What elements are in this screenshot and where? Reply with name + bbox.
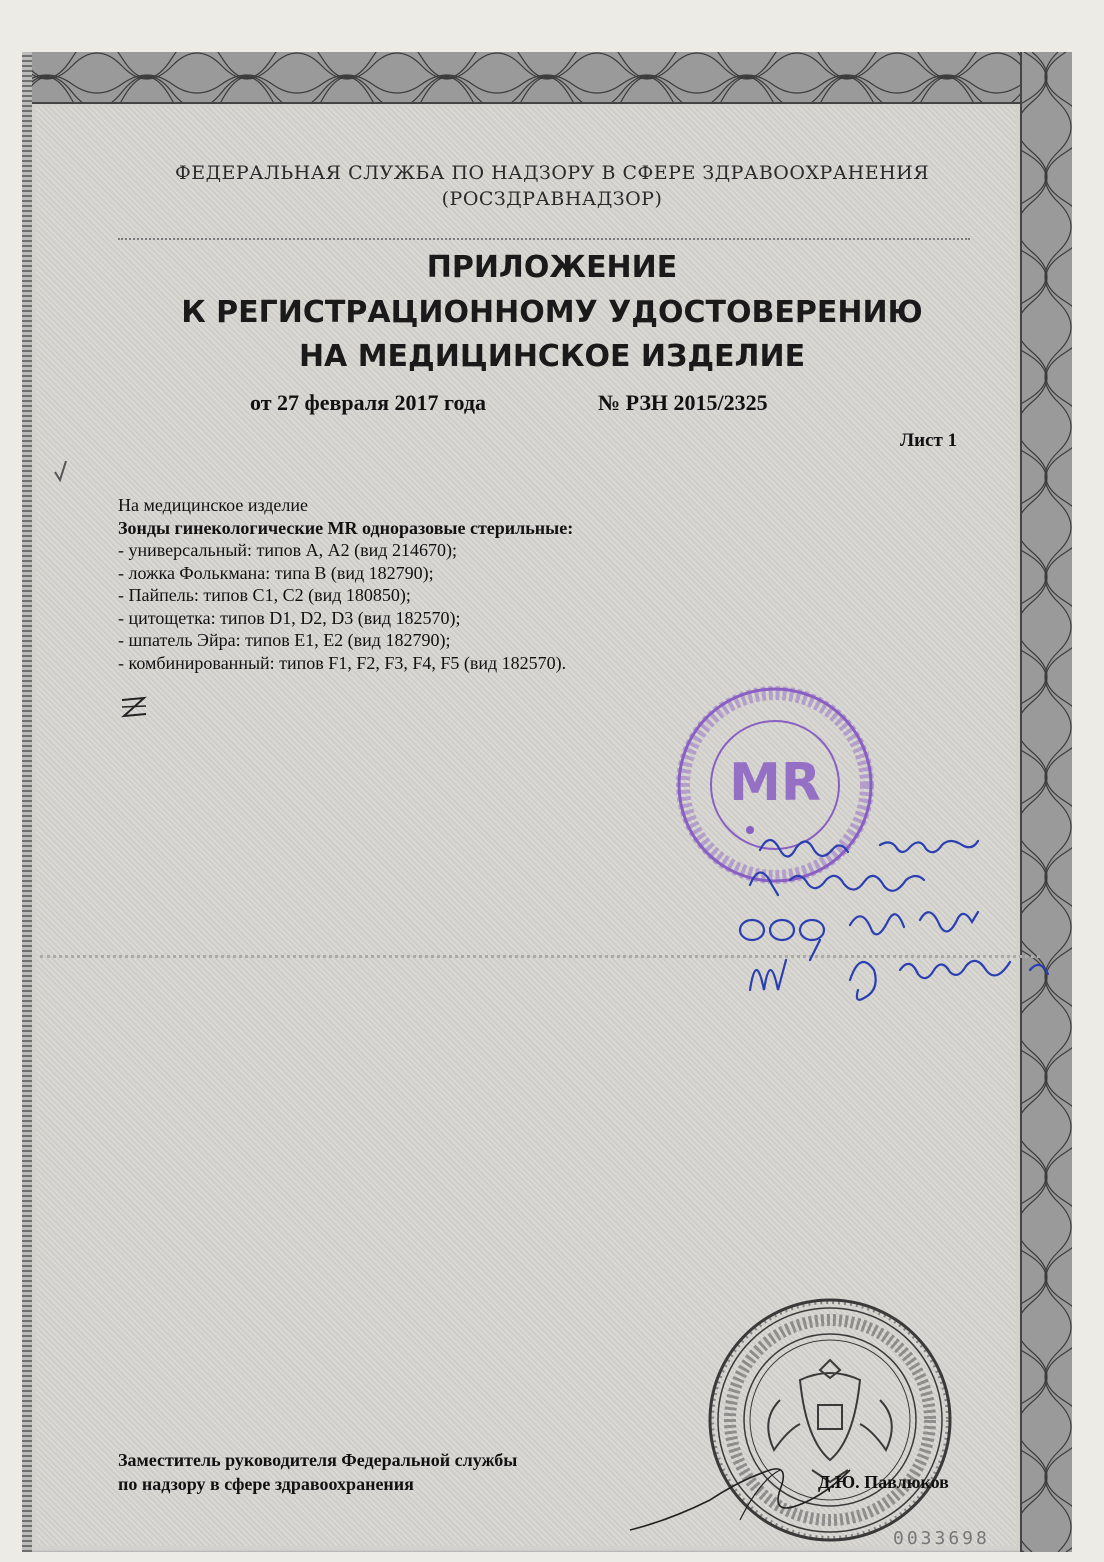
list-item: - универсальный: типов А, А2 (вид 214670); (118, 540, 457, 560)
signatory-name: Д.Ю. Павлюков (818, 1472, 949, 1492)
form-serial-number: 0033698 (893, 1528, 990, 1549)
agency-abbreviation: (РОСЗДРАВНАДЗОР) (441, 188, 663, 210)
document-body (118, 494, 573, 674)
signatory-position-line-2: по надзору в сфере здравоохранения (118, 1474, 414, 1494)
list-item: - цитощетка: типов D1, D2, D3 (вид 182570); (118, 607, 461, 628)
product-name: Зонды гинекологические MR одноразовые стерильные: (118, 517, 574, 538)
intro-text: На медицинское изделие (118, 495, 309, 515)
title-line-1: ПРИЛОЖЕНИЕ (426, 250, 678, 285)
list-item: - Пайпель: типов С1, С2 (вид 180850); (118, 585, 411, 605)
check-mark-icon (52, 458, 70, 486)
list-item: - комбинированный: типов F1, F2, F3, F4, F5 (вид 182570). (118, 652, 567, 673)
sheet-number: Лист 1 (900, 430, 958, 451)
guilloche-top-border (22, 52, 1072, 104)
header-divider (118, 238, 970, 240)
title-line-2: К РЕГИСТРАЦИОННОМУ УДОСТОВЕРЕНИЮ (181, 295, 923, 330)
svg-text:MR: MR (729, 753, 821, 813)
signatory-position (118, 1448, 517, 1496)
registration-number: № РЗН 2015/2325 (598, 390, 768, 415)
handwritten-certification (730, 820, 1090, 1020)
list-item: - шпатель Эйра: типов Е1, Е2 (вид 182790); (118, 630, 451, 650)
issue-date: от 27 февраля 2017 года (250, 390, 486, 415)
official-signature (620, 1450, 860, 1540)
z-mark-icon (118, 694, 150, 722)
agency-name: ФЕДЕРАЛЬНАЯ СЛУЖБА ПО НАДЗОРУ В СФЕРЕ ЗДРАВООХРАНЕНИЯ (174, 162, 930, 184)
list-item: - ложка Фолькмана: типа В (вид 182790); (118, 562, 434, 583)
signatory-position-line-1: Заместитель руководителя Федеральной службы (118, 1450, 518, 1470)
title-line-3: НА МЕДИЦИНСКОЕ ИЗДЕЛИЕ (298, 339, 806, 374)
